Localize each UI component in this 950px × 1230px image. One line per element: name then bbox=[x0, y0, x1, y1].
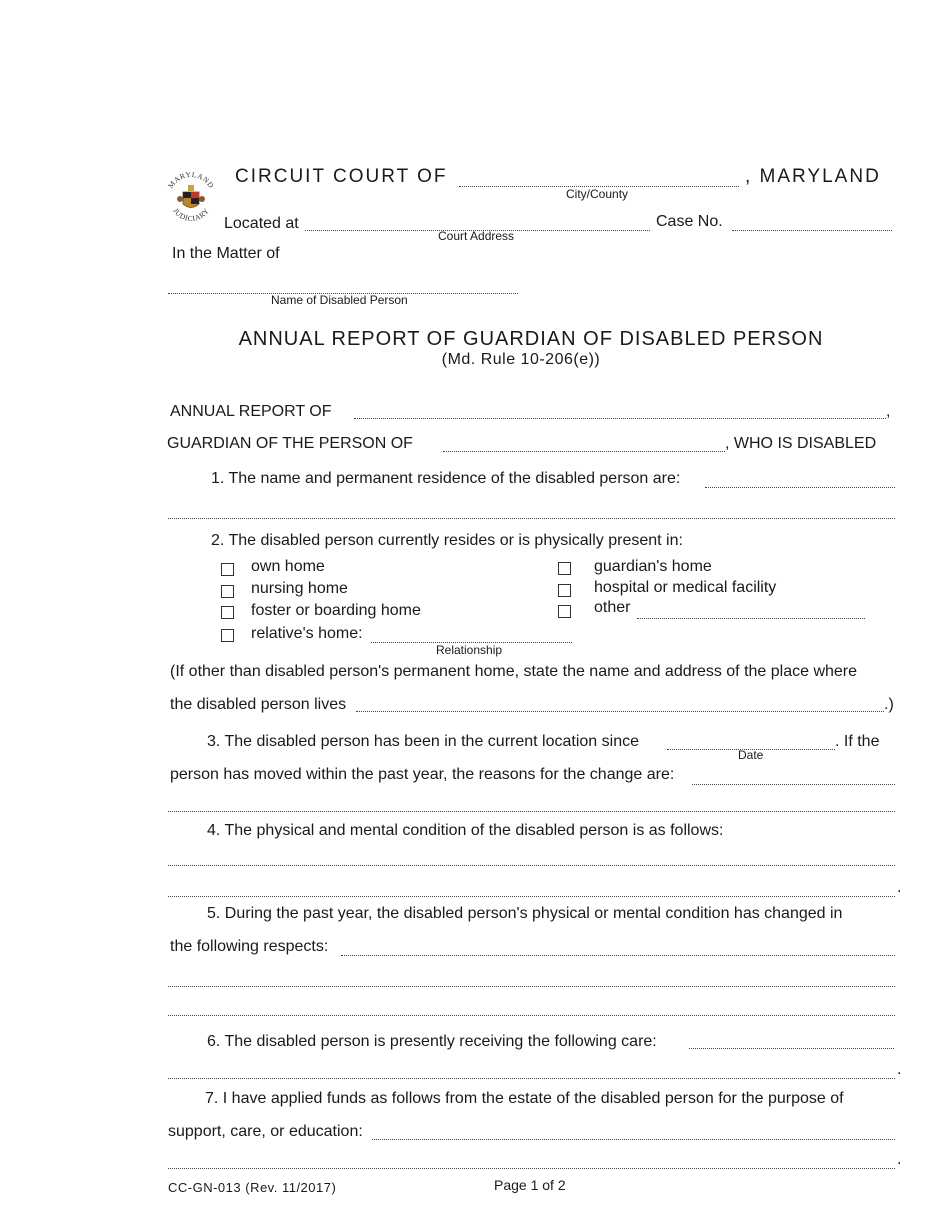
item-3-text-b: . If the bbox=[835, 733, 880, 750]
item-5-text-a: 5. During the past year, the disabled person's physical or mental condition has changed in bbox=[207, 905, 843, 922]
item-2-text: 2. The disabled person currently resides or is physically present in: bbox=[211, 532, 683, 549]
seal-bottom-text: JUDICIARY bbox=[171, 206, 211, 224]
item-4-field-b[interactable] bbox=[168, 896, 895, 897]
foster-home-label: foster or boarding home bbox=[251, 602, 421, 619]
guardian-of-label: GUARDIAN OF THE PERSON OF bbox=[167, 435, 413, 452]
other-checkbox[interactable] bbox=[558, 605, 571, 618]
annual-report-of-field[interactable] bbox=[354, 418, 886, 419]
nursing-home-checkbox[interactable] bbox=[221, 585, 234, 598]
item-7-field-a[interactable] bbox=[372, 1139, 895, 1140]
item-5-field-c[interactable] bbox=[168, 1015, 895, 1016]
item-5-text-b: the following respects: bbox=[170, 938, 329, 955]
own-home-label: own home bbox=[251, 558, 325, 575]
guardians-home-checkbox[interactable] bbox=[558, 562, 571, 575]
hospital-label: hospital or medical facility bbox=[594, 579, 777, 596]
item-1-field-b[interactable] bbox=[168, 518, 895, 519]
name-caption: Name of Disabled Person bbox=[271, 293, 408, 307]
relatives-home-label: relative's home: bbox=[251, 625, 363, 642]
seal-top-text: MARYLAND bbox=[166, 169, 216, 190]
item-3-text-c: person has moved within the past year, the reasons for the change are: bbox=[170, 766, 675, 783]
item-7-field-b[interactable] bbox=[168, 1168, 895, 1169]
relatives-home-checkbox[interactable] bbox=[221, 629, 234, 642]
svg-text:JUDICIARY bbox=[171, 206, 211, 223]
case-no-label: Case No. bbox=[656, 213, 723, 230]
item-3-field-a[interactable] bbox=[692, 784, 895, 785]
item-6-text: 6. The disabled person is presently receiving the following care: bbox=[207, 1033, 657, 1050]
maryland-judiciary-seal bbox=[162, 166, 220, 228]
item-7-period: . bbox=[897, 1151, 902, 1168]
page-number: Page 1 of 2 bbox=[494, 1177, 566, 1193]
rule-reference: (Md. Rule 10-206(e)) bbox=[441, 351, 601, 368]
other-note-line-1: (If other than disabled person's permanent home, state the name and address of the place where bbox=[170, 663, 858, 680]
other-note-line-2: the disabled person lives bbox=[170, 696, 347, 713]
item-3-text-a: 3. The disabled person has been in the current location since bbox=[207, 733, 639, 750]
page-title: ANNUAL REPORT OF GUARDIAN OF DISABLED PERSON bbox=[238, 328, 824, 350]
in-the-matter-of: In the Matter of bbox=[172, 245, 280, 262]
own-home-checkbox[interactable] bbox=[221, 563, 234, 576]
item-1-text: 1. The name and permanent residence of the disabled person are: bbox=[211, 470, 681, 487]
item-6-period: . bbox=[897, 1061, 902, 1078]
item-6-field-b[interactable] bbox=[168, 1078, 895, 1079]
item-6-field-a[interactable] bbox=[689, 1048, 894, 1049]
who-is-disabled: , WHO IS DISABLED bbox=[725, 435, 877, 452]
other-field[interactable] bbox=[637, 618, 865, 619]
case-no-field[interactable] bbox=[732, 230, 892, 231]
relationship-caption: Relationship bbox=[436, 643, 503, 657]
item-4-field-a[interactable] bbox=[168, 865, 895, 866]
hospital-checkbox[interactable] bbox=[558, 584, 571, 597]
item-5-field-a[interactable] bbox=[341, 955, 895, 956]
guardians-home-label: guardian's home bbox=[594, 558, 712, 575]
other-note-end: .) bbox=[884, 696, 894, 713]
item-3-field-b[interactable] bbox=[168, 811, 895, 812]
city-county-caption: City/County bbox=[566, 187, 629, 201]
item-4-text: 4. The physical and mental condition of the disabled person is as follows: bbox=[207, 822, 724, 839]
date-caption: Date bbox=[738, 748, 764, 762]
court-address-caption: Court Address bbox=[438, 229, 515, 243]
item-5-field-b[interactable] bbox=[168, 986, 895, 987]
foster-home-checkbox[interactable] bbox=[221, 606, 234, 619]
state-label: , MARYLAND bbox=[745, 166, 881, 187]
located-at-label: Located at bbox=[224, 215, 299, 232]
annual-report-of-label: ANNUAL REPORT OF bbox=[170, 403, 332, 420]
item-7-text-b: support, care, or education: bbox=[168, 1123, 363, 1140]
form-id: CC-GN-013 (Rev. 11/2017) bbox=[168, 1180, 337, 1195]
nursing-home-label: nursing home bbox=[251, 580, 348, 597]
other-label: other bbox=[594, 599, 631, 616]
item-4-period: . bbox=[897, 879, 902, 896]
place-lives-field[interactable] bbox=[356, 711, 884, 712]
comma: , bbox=[886, 403, 891, 420]
item-7-text-a: 7. I have applied funds as follows from the estate of the disabled person for the purpose of bbox=[205, 1090, 844, 1107]
guardian-of-field[interactable] bbox=[443, 451, 725, 452]
court-prefix: CIRCUIT COURT OF bbox=[235, 166, 448, 187]
item-1-field-a[interactable] bbox=[705, 487, 895, 488]
